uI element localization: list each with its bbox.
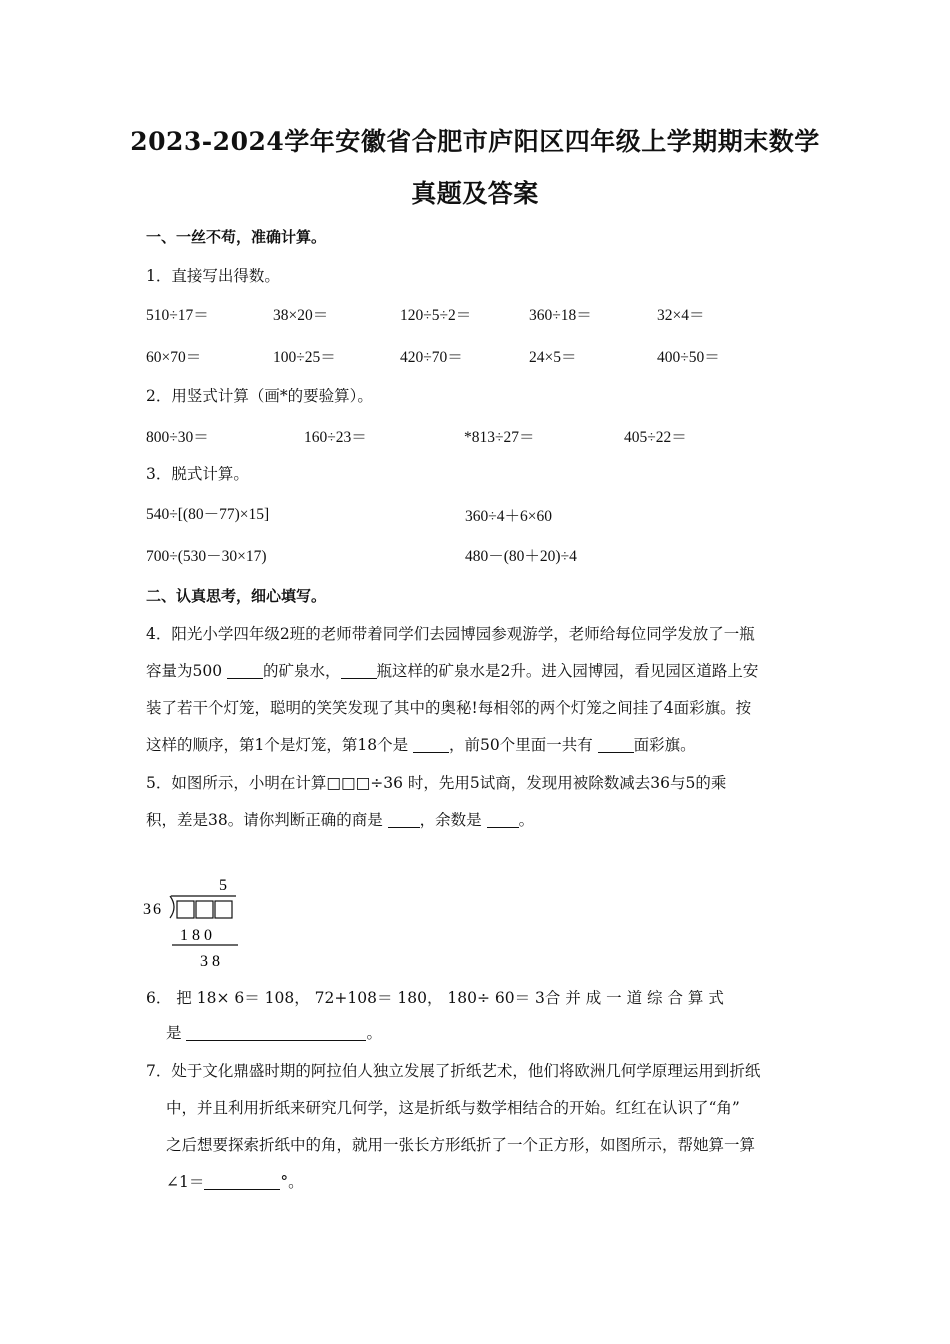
q1-item: 510÷17＝ [146, 307, 209, 324]
digit-box [196, 901, 213, 918]
q7-line1: 7．处于文化鼎盛时期的阿拉伯人独立发展了折纸艺术，他们将欧洲几何学原理运用到折纸 [146, 1062, 761, 1080]
q2-item: *813÷27＝ [464, 429, 535, 446]
q5-line2 [146, 808, 534, 830]
division-bracket [170, 896, 174, 918]
q2-item: 405÷22＝ [624, 429, 687, 446]
q1-prompt: 1．直接写出得数。 [146, 267, 280, 285]
q6-line1: 6． 把 18× 6＝ 108， 72+108＝ 180， 180÷ 60＝ 3合 并 成 一 道 综 合 算 式 [146, 989, 724, 1007]
q2-prompt: 2．用竖式计算（画*的要验算）。 [146, 387, 373, 405]
long-division-diagram [140, 872, 250, 972]
page-title-line1: 2023-2024学年安徽省合肥市庐阳区四年级上学期期末数学 [130, 127, 820, 156]
q1-item: 60×70＝ [146, 349, 202, 366]
answer-blank[interactable] [388, 811, 420, 828]
q1-item: 38×20＝ [273, 307, 329, 324]
division-product: 1 8 0 [180, 927, 212, 944]
q1-item: 420÷70＝ [400, 349, 463, 366]
q5-line1: 5．如图所示，小明在计算□□□÷36 时，先用5试商，发现用被除数减去36与5的乘 [146, 774, 727, 792]
page-title-line2: 真题及答案 [411, 179, 539, 208]
q3-item: 480－(80＋20)÷4 [465, 548, 577, 565]
answer-blank[interactable] [341, 662, 377, 679]
q6-text: 。 [366, 1024, 382, 1042]
q4-line3: 装了若干个灯笼，聪明的笑笑发现了其中的奥秘!每相邻的两个灯笼之间挂了4面彩旗。按 [146, 699, 752, 717]
q2-item: 160÷23＝ [304, 429, 367, 446]
q3-item: 540÷[(80－77)×15] [146, 506, 270, 523]
q1-item: 120÷5÷2＝ [400, 307, 472, 324]
division-difference: 3 8 [200, 953, 220, 970]
q2-item: 800÷30＝ [146, 429, 209, 446]
q1-item: 400÷50＝ [657, 349, 720, 366]
answer-blank[interactable] [413, 736, 449, 753]
q1-item: 24×5＝ [529, 349, 577, 366]
answer-blank[interactable] [227, 662, 263, 679]
q4-line1: 4．阳光小学四年级2班的老师带着同学们去园博园参观游学，老师给每位同学发放了一瓶 [146, 625, 755, 643]
q3-prompt: 3．脱式计算。 [146, 465, 249, 483]
q4-line4 [146, 733, 696, 755]
q7-text: ∠1＝ [166, 1173, 205, 1191]
q5-text: ，余数是 [419, 811, 487, 829]
q1-item: 32×4＝ [657, 307, 705, 324]
q4-text: 瓶这样的矿泉水是2升。进入园博园，看见园区道路上安 [376, 662, 759, 680]
answer-blank[interactable] [598, 736, 634, 753]
answer-blank[interactable] [204, 1173, 280, 1190]
q1-item: 100÷25＝ [273, 349, 336, 366]
q7-text: °。 [280, 1173, 304, 1191]
q3-item: 360÷4＋6×60 [465, 508, 552, 525]
q1-item: 360÷18＝ [529, 307, 592, 324]
q5-text: 。 [518, 811, 535, 829]
q4-line2 [146, 659, 758, 681]
answer-blank[interactable] [186, 1024, 366, 1041]
q4-text: 面彩旗。 [633, 736, 696, 754]
digit-box [215, 901, 232, 918]
q3-item: 700÷(530－30×17) [146, 548, 267, 565]
q4-text: 这样的顺序，第1个是灯笼，第18个是 [146, 736, 414, 754]
q4-text: ，前50个里面一共有 [449, 736, 598, 754]
q4-text: 的矿泉水， [263, 662, 341, 680]
q7-line3: 之后想要探索折纸中的角，就用一张长方形纸折了一个正方形，如图所示，帮她算一算 [166, 1136, 756, 1154]
q5-text: 积，差是38。请你判断正确的商是 [146, 811, 388, 829]
digit-box [177, 901, 194, 918]
q6-line2 [166, 1021, 382, 1043]
section2-heading: 二、认真思考，细心填写。 [146, 587, 327, 605]
q7-line2: 中，并且利用折纸来研究几何学，这是折纸与数学相结合的开始。红红在认识了“角” [166, 1099, 740, 1117]
division-quotient: 5 [219, 877, 227, 894]
q7-line4 [166, 1170, 304, 1192]
answer-blank[interactable] [487, 811, 519, 828]
division-divisor: 36 [143, 901, 163, 918]
q6-text: 是 [166, 1024, 187, 1042]
q4-text: 容量为500 [146, 662, 228, 680]
section1-heading: 一、一丝不苟，准确计算。 [146, 228, 327, 246]
